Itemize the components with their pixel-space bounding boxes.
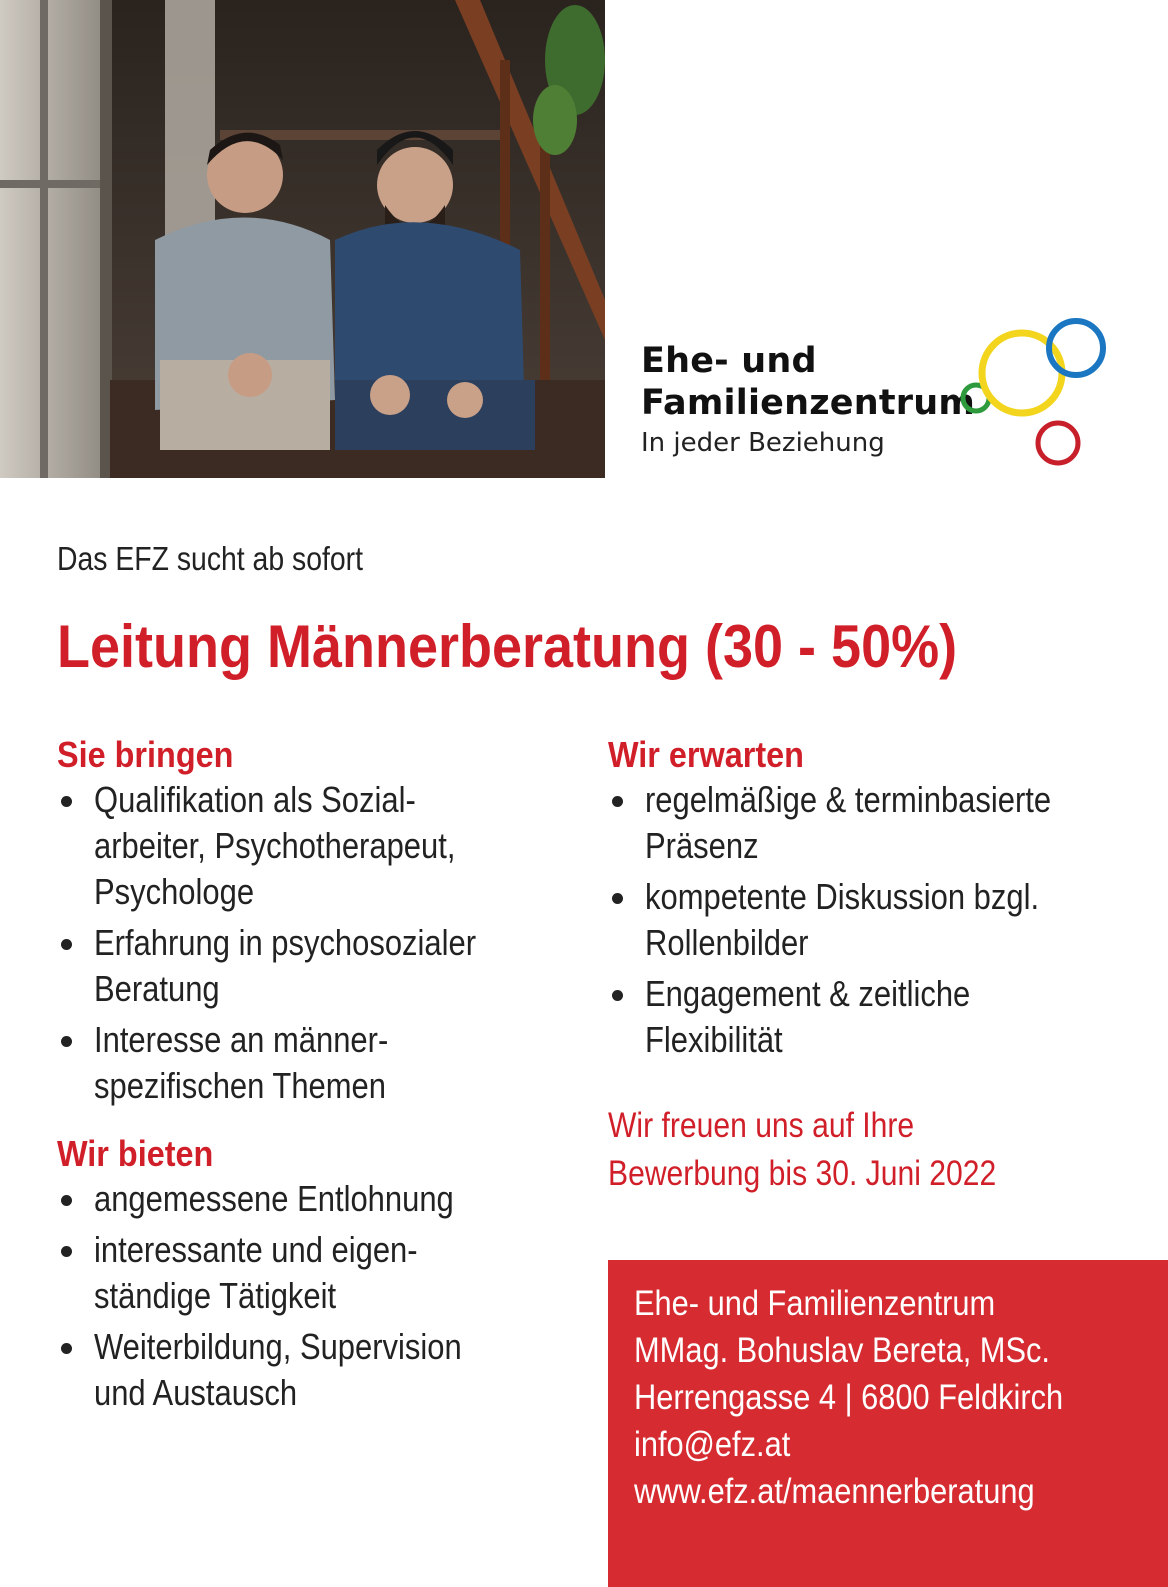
contact-box: [608, 1260, 1168, 1587]
logo-rings-icon: [960, 318, 1120, 478]
contact-org: Ehe- und Familienzentrum: [634, 1284, 996, 1323]
logo-line-2: Familienzentrum: [641, 383, 975, 423]
logo-wordmark: [641, 340, 975, 458]
section-title-sie-bringen: Sie bringen: [57, 734, 234, 775]
logo-tagline: In jeder Beziehung: [641, 428, 885, 458]
section-title-wir-erwarten: Wir erwarten: [608, 734, 804, 775]
intro-text: Das EFZ sucht ab sofort: [57, 540, 363, 577]
logo-line-1: Ehe- und: [641, 341, 817, 381]
list-item: Erfahrung in psychosozialer Beratung: [57, 920, 577, 1012]
contact-email-link[interactable]: info@efz.at: [634, 1425, 791, 1464]
photo-two-men-on-stairs: [0, 0, 605, 478]
list-wir-bieten: [57, 1176, 577, 1416]
section-title-wir-bieten: Wir bieten: [57, 1133, 214, 1174]
list-item: angemessene Entlohnung: [57, 1176, 577, 1222]
list-item: Weiterbildung, Supervision und Austausch: [57, 1324, 577, 1416]
list-sie-bringen: [57, 777, 577, 1109]
list-item: Qualifikation als Sozial- arbeiter, Psychotherapeut, Psychologe: [57, 777, 577, 915]
right-column: [608, 733, 1148, 1068]
contact-person: MMag. Bohuslav Bereta, MSc.: [634, 1331, 1050, 1370]
job-title: Leitung Männerberatung (30 - 50%): [57, 613, 958, 680]
left-column: [57, 733, 577, 1421]
list-item: Interesse an männer- spezifischen Themen: [57, 1017, 577, 1109]
header-photo: [0, 0, 605, 478]
application-deadline-text: Wir freuen uns auf Ihre Bewerbung bis 30. Juni 2022: [608, 1106, 997, 1193]
contact-website-link[interactable]: www.efz.at/maennerberatung: [634, 1472, 1035, 1511]
list-item: Engagement & zeitliche Flexibilität: [608, 971, 1148, 1063]
list-wir-erwarten: [608, 777, 1148, 1063]
list-item: interessante und eigen- ständige Tätigkeit: [57, 1227, 577, 1319]
contact-address: Herrengasse 4 | 6800 Feldkirch: [634, 1378, 1064, 1417]
list-item: regelmäßige & terminbasierte Präsenz: [608, 777, 1148, 869]
list-item: kompetente Diskussion bzgl. Rollenbilder: [608, 874, 1148, 966]
